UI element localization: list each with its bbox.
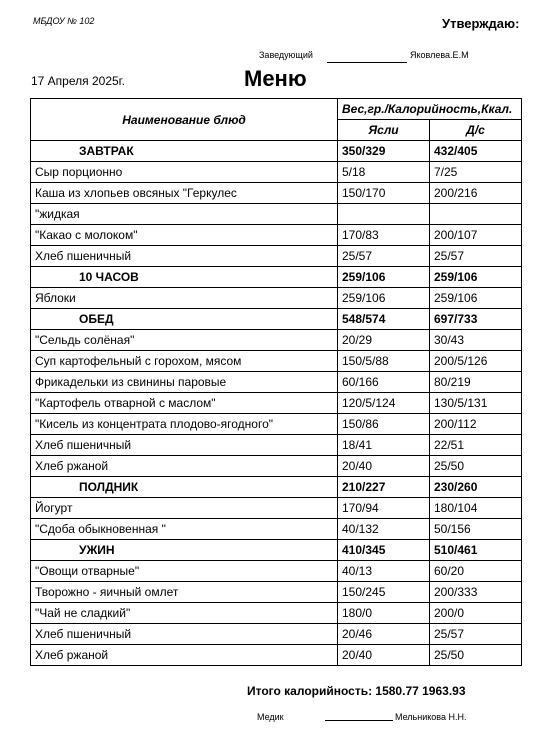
- total-calories: Итого калорийность: 1580.77 1963.93: [247, 684, 466, 698]
- kindergarten-value-cell: 200/107: [430, 225, 522, 246]
- head-name: Яковлева.Е.М: [410, 50, 469, 60]
- nursery-value-cell: 60/166: [338, 372, 430, 393]
- kindergarten-value-cell: 25/50: [430, 456, 522, 477]
- kindergarten-value-cell: 130/5/131: [430, 393, 522, 414]
- kindergarten-value-cell: 22/51: [430, 435, 522, 456]
- nursery-value-cell: 20/40: [338, 645, 430, 666]
- dish-name-cell: "Картофель отварной с маслом": [31, 393, 338, 414]
- dish-name-cell: Хлеб пшеничный: [31, 246, 338, 267]
- column-header-nursery: Ясли: [338, 120, 430, 141]
- dish-name-cell: Хлеб пшеничный: [31, 435, 338, 456]
- dish-name-cell: Хлеб пшеничный: [31, 624, 338, 645]
- kindergarten-value-cell: 200/112: [430, 414, 522, 435]
- nursery-value-cell: 350/329: [338, 141, 430, 162]
- dish-name-cell: "Овощи отварные": [31, 561, 338, 582]
- menu-item-row: [31, 624, 522, 645]
- nursery-value-cell: 150/5/88: [338, 351, 430, 372]
- menu-section-row: [31, 267, 522, 288]
- menu-table-body: [31, 141, 522, 666]
- head-label: Заведующий: [259, 50, 313, 60]
- menu-item-row: [31, 288, 522, 309]
- kindergarten-value-cell: 510/461: [430, 540, 522, 561]
- menu-item-row: [31, 162, 522, 183]
- nursery-value-cell: 20/29: [338, 330, 430, 351]
- nursery-value-cell: 20/40: [338, 456, 430, 477]
- nursery-value-cell: 40/132: [338, 519, 430, 540]
- dish-name-cell: Суп картофельный с горохом, мясом: [31, 351, 338, 372]
- dish-name-cell: 10 ЧАСОВ: [31, 267, 338, 288]
- kindergarten-value-cell: 50/156: [430, 519, 522, 540]
- nursery-value-cell: 170/94: [338, 498, 430, 519]
- nursery-value-cell: 40/13: [338, 561, 430, 582]
- dish-name-cell: Хлеб ржаной: [31, 456, 338, 477]
- medic-label: Медик: [257, 712, 284, 722]
- menu-item-row: [31, 225, 522, 246]
- nursery-value-cell: 20/46: [338, 624, 430, 645]
- menu-item-row: [31, 645, 522, 666]
- dish-name-cell: "жидкая: [31, 204, 338, 225]
- nursery-value-cell: 150/86: [338, 414, 430, 435]
- dish-name-cell: УЖИН: [31, 540, 338, 561]
- dish-name-cell: Фрикадельки из свинины паровые: [31, 372, 338, 393]
- menu-section-row: [31, 477, 522, 498]
- menu-section-row: [31, 141, 522, 162]
- menu-item-row: [31, 519, 522, 540]
- dish-name-cell: ОБЕД: [31, 309, 338, 330]
- menu-item-row: [31, 330, 522, 351]
- nursery-value-cell: 410/345: [338, 540, 430, 561]
- menu-item-row: [31, 603, 522, 624]
- dish-name-cell: Творожно - яичный омлет: [31, 582, 338, 603]
- kindergarten-value-cell: 200/333: [430, 582, 522, 603]
- dish-name-cell: Йогурт: [31, 498, 338, 519]
- nursery-value-cell: 259/106: [338, 288, 430, 309]
- nursery-value-cell: 210/227: [338, 477, 430, 498]
- menu-section-row: [31, 309, 522, 330]
- dish-name-cell: "Чай не сладкий": [31, 603, 338, 624]
- kindergarten-value-cell: 25/57: [430, 624, 522, 645]
- dish-name-cell: Сыр порционно: [31, 162, 338, 183]
- approval-heading: Утверждаю:: [442, 16, 520, 31]
- dish-name-cell: "Кисель из концентрата плодово-ягодного": [31, 414, 338, 435]
- organization-name: МБДОУ № 102: [33, 16, 95, 26]
- dish-name-cell: Каша из хлопьев овсяных "Геркулес: [31, 183, 338, 204]
- nursery-value-cell: 120/5/124: [338, 393, 430, 414]
- column-header-weight-calories: Вес,гр./Калорийность,Ккал.: [338, 99, 522, 120]
- menu-item-row: [31, 498, 522, 519]
- kindergarten-value-cell: 200/5/126: [430, 351, 522, 372]
- menu-item-row: [31, 393, 522, 414]
- menu-item-row: [31, 204, 522, 225]
- menu-date: 17 Апреля 2025г.: [31, 74, 125, 88]
- kindergarten-value-cell: 432/405: [430, 141, 522, 162]
- medic-signature-line: [325, 720, 393, 721]
- kindergarten-value-cell: 230/260: [430, 477, 522, 498]
- dish-name-cell: ПОЛДНИК: [31, 477, 338, 498]
- kindergarten-value-cell: 25/57: [430, 246, 522, 267]
- dish-name-cell: Хлеб ржаной: [31, 645, 338, 666]
- dish-name-cell: ЗАВТРАК: [31, 141, 338, 162]
- menu-item-row: [31, 435, 522, 456]
- nursery-value-cell: 18/41: [338, 435, 430, 456]
- kindergarten-value-cell: [430, 204, 522, 225]
- kindergarten-value-cell: 180/104: [430, 498, 522, 519]
- head-signature-line: [327, 62, 407, 63]
- kindergarten-value-cell: 200/216: [430, 183, 522, 204]
- menu-item-row: [31, 246, 522, 267]
- menu-item-row: [31, 414, 522, 435]
- nursery-value-cell: [338, 204, 430, 225]
- dish-name-cell: Яблоки: [31, 288, 338, 309]
- nursery-value-cell: 180/0: [338, 603, 430, 624]
- menu-item-row: [31, 561, 522, 582]
- dish-name-cell: "Сдоба обыкновенная ": [31, 519, 338, 540]
- dish-name-cell: "Какао с молоком": [31, 225, 338, 246]
- kindergarten-value-cell: 259/106: [430, 288, 522, 309]
- medic-name: Мельникова Н.Н.: [395, 712, 467, 722]
- menu-item-row: [31, 183, 522, 204]
- kindergarten-value-cell: 259/106: [430, 267, 522, 288]
- menu-item-row: [31, 372, 522, 393]
- menu-section-row: [31, 540, 522, 561]
- nursery-value-cell: 170/83: [338, 225, 430, 246]
- nursery-value-cell: 5/18: [338, 162, 430, 183]
- nursery-value-cell: 25/57: [338, 246, 430, 267]
- column-header-kindergarten: Д/с: [430, 120, 522, 141]
- kindergarten-value-cell: 30/43: [430, 330, 522, 351]
- menu-item-row: [31, 582, 522, 603]
- kindergarten-value-cell: 60/20: [430, 561, 522, 582]
- kindergarten-value-cell: 25/50: [430, 645, 522, 666]
- kindergarten-value-cell: 697/733: [430, 309, 522, 330]
- kindergarten-value-cell: 7/25: [430, 162, 522, 183]
- nursery-value-cell: 259/106: [338, 267, 430, 288]
- menu-table: [30, 98, 522, 666]
- dish-name-cell: "Сельдь солёная": [31, 330, 338, 351]
- menu-item-row: [31, 456, 522, 477]
- nursery-value-cell: 548/574: [338, 309, 430, 330]
- nursery-value-cell: 150/245: [338, 582, 430, 603]
- column-header-dish: Наименование блюд: [31, 99, 338, 141]
- menu-item-row: [31, 351, 522, 372]
- page-title: Меню: [244, 66, 307, 91]
- kindergarten-value-cell: 200/0: [430, 603, 522, 624]
- nursery-value-cell: 150/170: [338, 183, 430, 204]
- kindergarten-value-cell: 80/219: [430, 372, 522, 393]
